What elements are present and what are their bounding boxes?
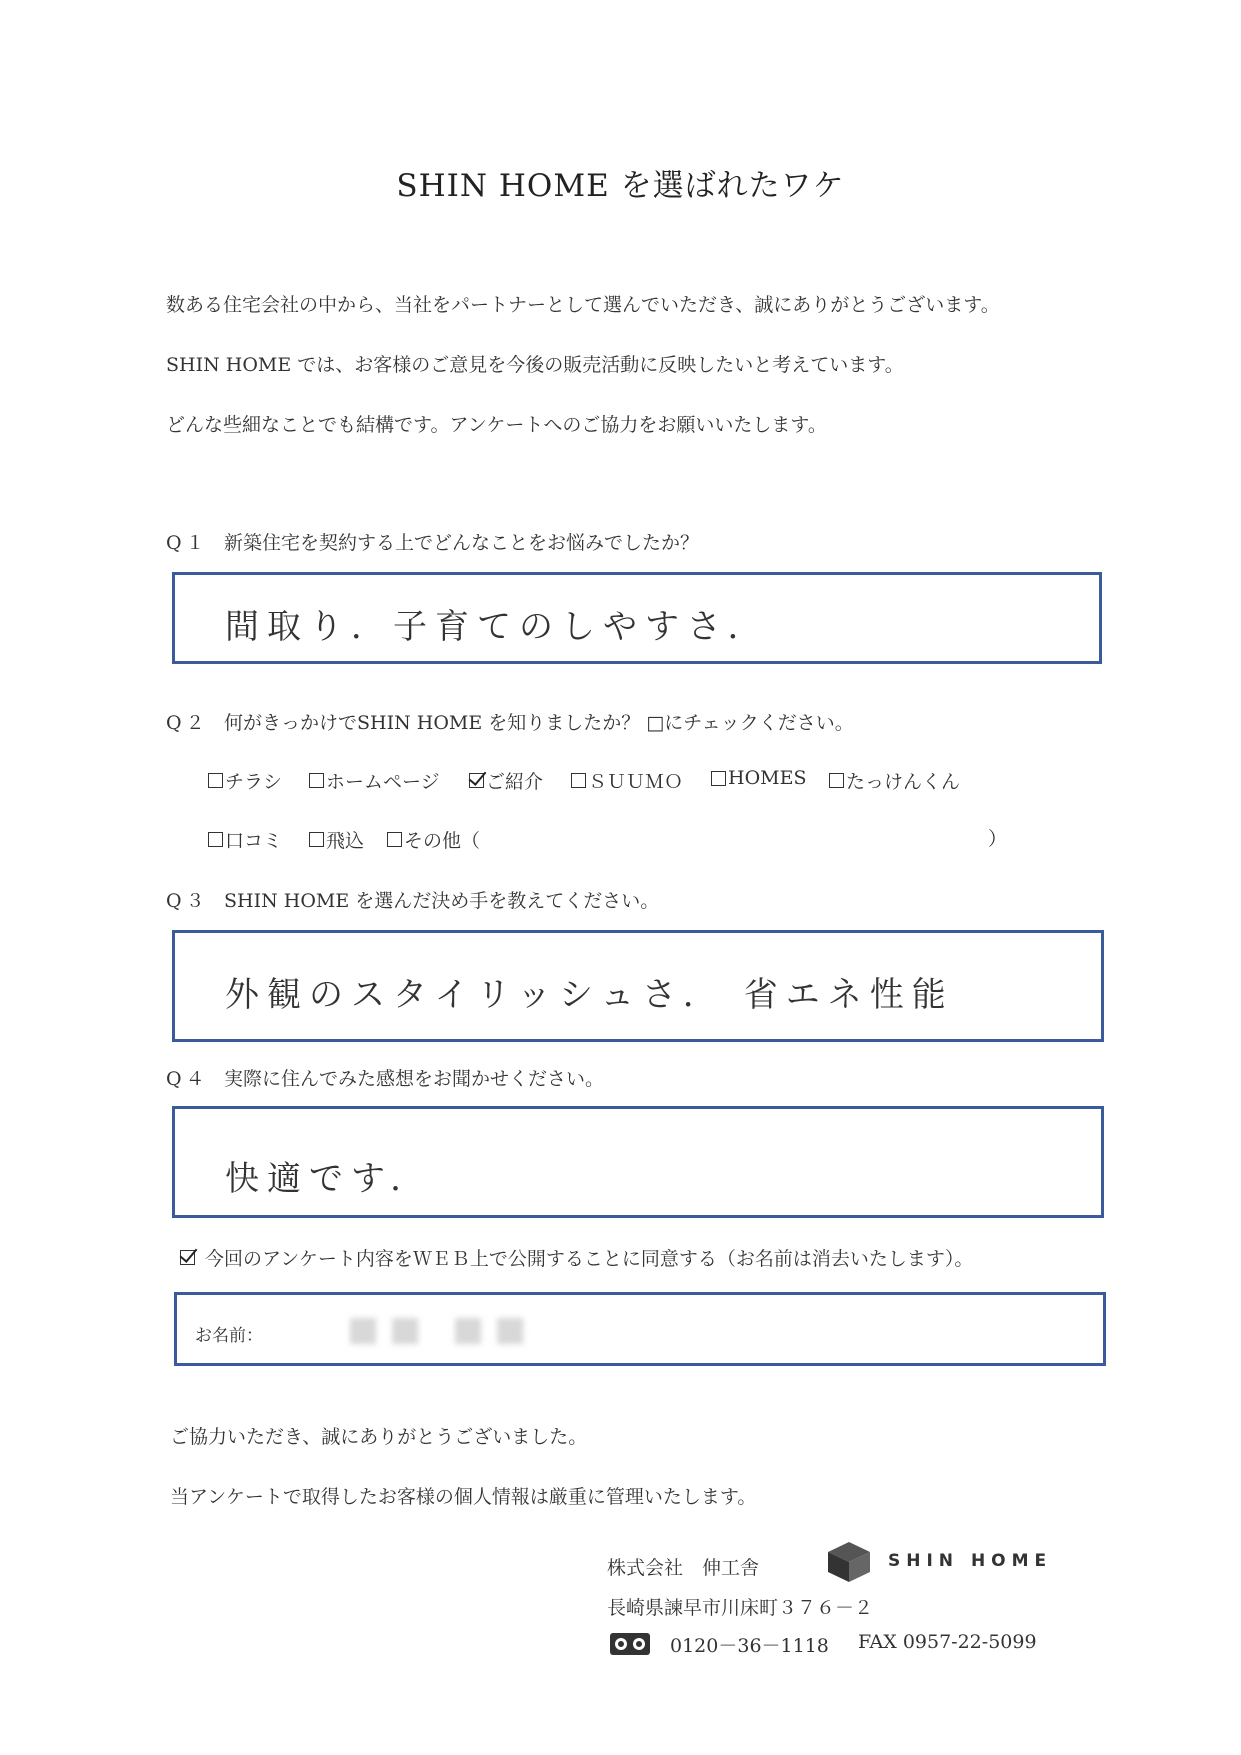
checkbox-suumo[interactable] (571, 773, 586, 788)
q4-question (166, 1064, 604, 1091)
q2-number: Q２ (166, 712, 209, 734)
option-homes[interactable] (711, 767, 807, 789)
option-label: たっけんくん (846, 771, 961, 793)
closing-line-2: 当アンケートで取得したお客様の個人情報は厳重に管理いたします。 (170, 1486, 757, 1508)
q3-answer-box[interactable] (172, 930, 1104, 1042)
q3-question (166, 886, 659, 913)
q4-text: 実際に住んでみた感想をお聞かせください。 (224, 1068, 605, 1090)
consent-checkbox[interactable] (180, 1250, 195, 1265)
closing-line-1: ご協力いただき、誠にありがとうございました。 (170, 1426, 588, 1448)
option-label: ホームページ (326, 771, 440, 793)
option-label: ご紹介 (486, 771, 544, 793)
q1-answer: 間取り．子育てのしやすさ． (225, 607, 770, 647)
checkbox-referral[interactable] (469, 773, 484, 788)
name-label: お名前： (195, 1326, 263, 1346)
checkbox-homepage[interactable] (309, 773, 324, 788)
intro-line-3: どんな些細なことでも結構です。アンケートへのご協力をお願いいたします。 (166, 414, 827, 436)
q2-text: 何がきっかけでSHIN HOME を知りましたか？ □にチェックください。 (224, 712, 854, 734)
company-logo (826, 1540, 872, 1588)
option-label: ＳＵＵＭＯ (588, 771, 684, 793)
option-other[interactable] (387, 826, 480, 853)
q1-answer-box[interactable] (172, 572, 1102, 664)
option-referral[interactable] (469, 767, 543, 794)
intro-line-2: SHIN HOME では、お客様のご意見を今後の販売活動に反映したいと考えています。 (166, 354, 904, 376)
intro-line-1: 数ある住宅会社の中から、当社をパートナーとして選んでいただき、誠にありがとうございます。 (166, 294, 1000, 316)
q4-answer: 快適です． (225, 1159, 433, 1199)
q4-answer-box[interactable] (172, 1106, 1104, 1218)
checkbox-chirashi[interactable] (208, 773, 223, 788)
q1-number: Q１ (166, 532, 209, 554)
checkbox-takkenkun[interactable] (829, 773, 844, 788)
other-close-paren: ） (988, 828, 1008, 850)
q3-answer: 外観のスタイリッシュさ． 省エネ性能 (225, 975, 954, 1015)
option-suumo[interactable] (571, 767, 683, 794)
name-redacted: ■■ ■■ (347, 1309, 537, 1349)
house-cube-icon (826, 1540, 872, 1584)
checkbox-kuchikomi[interactable] (208, 832, 223, 847)
company-address: 長崎県諫早市川床町３７６－２ (607, 1597, 874, 1619)
q1-text: 新築住宅を契約する上でどんなことをお悩みでしたか？ (224, 532, 700, 554)
option-label: チラシ (225, 771, 283, 793)
q4-number: Q４ (166, 1068, 209, 1090)
option-label: HOMES (728, 767, 807, 789)
checkbox-homes[interactable] (711, 771, 726, 786)
page-title: SHIN HOME を選ばれたワケ (396, 168, 845, 204)
name-box[interactable] (174, 1292, 1106, 1366)
option-label: その他（ (404, 830, 481, 852)
company-phone: 0120－36－1118 (670, 1635, 829, 1657)
q3-text: SHIN HOME を選んだ決め手を教えてください。 (224, 890, 660, 912)
option-homepage[interactable] (309, 767, 440, 794)
company-logo-text: SHIN HOME (888, 1551, 1053, 1571)
q1-question (166, 528, 699, 555)
freedial-icon (609, 1632, 651, 1660)
company-fax: FAX 0957-22-5099 (858, 1631, 1037, 1653)
option-label: 飛込 (326, 830, 365, 852)
option-takkenkun[interactable] (829, 767, 960, 794)
option-tobikomi[interactable] (309, 826, 364, 853)
consent-row[interactable] (180, 1244, 973, 1271)
q3-number: Q３ (166, 890, 209, 912)
q2-question (166, 708, 854, 735)
company-name: 株式会社 伸工舎 (607, 1557, 760, 1579)
checkbox-other[interactable] (387, 832, 402, 847)
consent-text: 今回のアンケート内容をＷＥＢ上で公開することに同意する（お名前は消去いたします）。 (205, 1248, 974, 1270)
option-label: 口コミ (225, 830, 283, 852)
option-chirashi[interactable] (208, 767, 282, 794)
checkbox-tobikomi[interactable] (309, 832, 324, 847)
option-kuchikomi[interactable] (208, 826, 282, 853)
